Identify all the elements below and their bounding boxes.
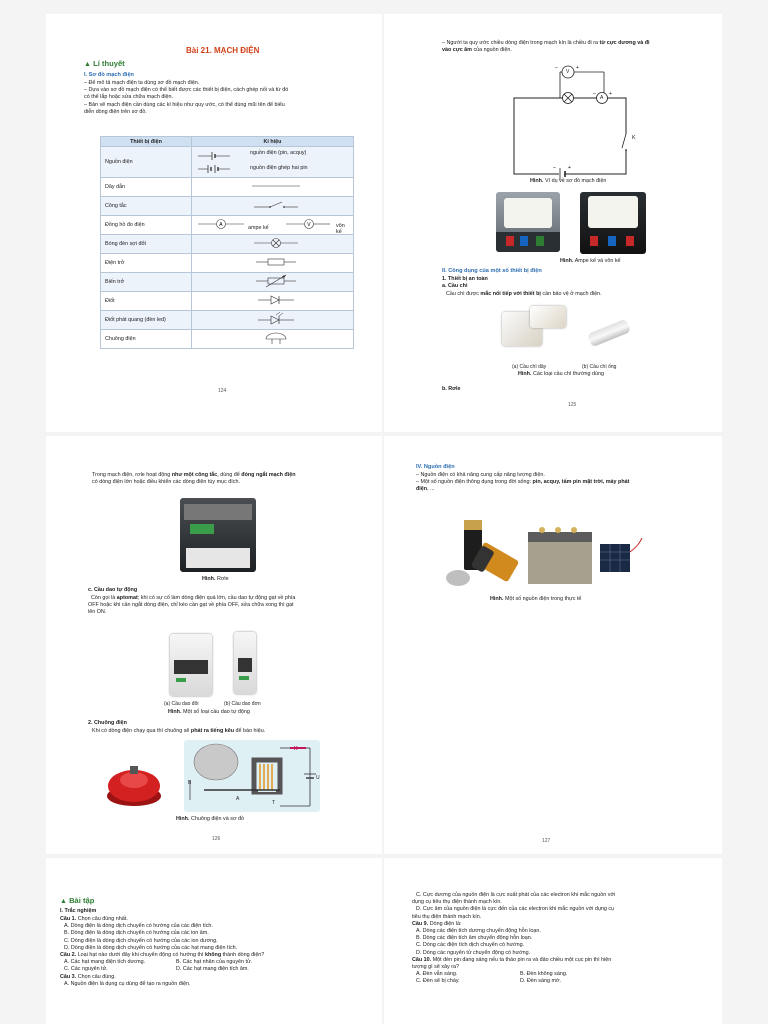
breaker-lever-icon xyxy=(238,658,252,672)
answer-option: C. Dòng điện là dòng dịch chuyển có hướng của các ion dương. xyxy=(64,937,218,944)
theory-heading xyxy=(84,59,125,68)
svg-text:V: V xyxy=(307,222,311,228)
symbol-table xyxy=(100,136,354,349)
ammeter-label: A xyxy=(600,95,604,101)
fuse-b-label: (b) Cầu chì ống xyxy=(582,364,617,370)
tube-fuse-photo xyxy=(587,319,631,348)
answer-option: C. Các nguyên tử. xyxy=(64,966,108,973)
text-line: OFF hoặc khi cần ngắt dòng điện, chỉ kéo cần gạt về phía OFF, sửa chữa xong thì gạt xyxy=(88,602,294,609)
meter-dial xyxy=(588,196,638,228)
subheading: 2. Chuông điện xyxy=(88,720,127,726)
table-cell-symbol xyxy=(192,330,354,349)
caption-text: Rơle xyxy=(216,576,229,582)
text-span: Còn gọi là xyxy=(91,595,116,601)
answer-option: D. Dòng các nguyên tử chuyển động có hướng. xyxy=(416,949,531,956)
bold-span: đóng ngắt mạch điện xyxy=(241,472,296,478)
breaker-label-icon xyxy=(176,678,186,682)
page-129 xyxy=(384,858,722,1024)
bold-span: vào cực âm xyxy=(442,47,472,54)
symbol-label: nguồn điện ghép hai pin xyxy=(250,165,308,171)
meter-dial xyxy=(504,198,552,228)
symbol-label: nguồn điện (pin, acquy) xyxy=(250,150,307,156)
bold-span: từ cực dương và đi xyxy=(599,40,650,46)
caption-text: Một số loại cầu dao tự động xyxy=(182,709,250,715)
section-1-heading: I. Sơ đồ mạch điện xyxy=(84,72,134,78)
table-header-symbol: Kí hiệu xyxy=(192,137,354,147)
table-cell-symbol xyxy=(192,311,354,330)
exercises-heading-text: Bài tập xyxy=(69,896,95,905)
figure-caption xyxy=(168,709,250,716)
exercises-heading xyxy=(60,896,94,905)
question-number: Câu 2. xyxy=(60,952,77,959)
figure-caption xyxy=(560,258,621,265)
power-sources-photo xyxy=(444,512,644,592)
bell-contact-label: T xyxy=(272,800,276,806)
part-heading: I. Trắc nghiệm xyxy=(60,908,97,914)
breaker-text xyxy=(88,595,378,617)
svg-text:+: + xyxy=(568,165,571,171)
table-cell-device: Bóng đèn sợi đốt xyxy=(101,235,192,254)
switch-label: K xyxy=(632,135,636,141)
table-cell-device: Nguồn điện xyxy=(101,147,192,178)
page-126 xyxy=(46,436,382,854)
text-span: Trong mạch điện, rơle hoạt động xyxy=(92,472,171,478)
svg-text:+: + xyxy=(609,91,612,97)
question-number: Câu 1. xyxy=(60,916,77,922)
section-1-text xyxy=(84,80,374,116)
table-cell-device: Điốt xyxy=(101,292,192,311)
relay-text xyxy=(92,472,372,486)
answer-option: C. Dòng các điện tích dịch chuyển có hướng. xyxy=(416,942,525,949)
answer-option: dụng cụ tiêu thụ điện thành mạch kín. xyxy=(412,899,502,906)
figure-caption xyxy=(176,816,244,823)
text-span: Cầu chì được xyxy=(446,291,479,297)
text-span: – Người ta quy ước chiều dòng điện trong mạch kín là chiều đi ra xyxy=(442,40,599,46)
fuse-a-label: (a) Cầu chì dây xyxy=(512,364,547,370)
text-line: – Bản vẽ mạch điện cần dùng các kí hiệu như quy ước, có thể dùng mũi tên để biểu xyxy=(84,101,285,108)
svg-text:A: A xyxy=(219,222,223,228)
relay-top xyxy=(184,504,252,520)
text-span: Khi có dòng điện chạy qua thì chuông sẽ xyxy=(92,728,190,734)
caption-text: Ampe kế và vôn kế xyxy=(574,258,621,264)
caption-label: Hình. xyxy=(560,258,574,264)
subheading: c. Cầu dao tự động xyxy=(88,587,138,593)
lesson-title: Bài 21. MẠCH ĐIỆN xyxy=(186,46,260,55)
answer-option: B. Dòng các điện tích âm chuyển động hỗn loạn. xyxy=(416,935,533,942)
single-breaker-photo xyxy=(234,632,256,694)
caption-label: Hình. xyxy=(490,596,504,602)
svg-text:–: – xyxy=(593,91,596,97)
caption-text: Ví dụ về sơ đồ mạch điện xyxy=(544,178,607,184)
answer-option: D. Cực âm của nguồn điện là cực đến của các electron khi mắc nguồn với dụng cụ xyxy=(416,906,615,913)
answer-option: A. Dòng điện là dòng dịch chuyển có hướng của các điện tích. xyxy=(64,923,213,930)
breaker-b-label: (b) Cầu dao đơn xyxy=(224,701,261,707)
breaker-a-label: (a) Cầu dao đôi xyxy=(164,701,199,707)
page-number: 124 xyxy=(218,388,227,394)
text-span: , ... xyxy=(427,486,435,493)
page-124 xyxy=(46,14,382,432)
power-source-heading: IV. Nguồn điện xyxy=(416,464,455,470)
answer-option: C. Đèn sẽ bị cháy. xyxy=(416,978,460,985)
question-number: Câu 10. xyxy=(412,956,432,963)
bell-bowl-label: B xyxy=(188,780,192,786)
question-text: thành dòng điện? xyxy=(222,952,265,959)
relay-photo xyxy=(180,498,256,572)
figure-caption xyxy=(202,576,229,583)
text-line: có dòng điện lớn hoặc điều khiển các dòng điện tùy mục đích. xyxy=(92,479,240,486)
relay-label-icon xyxy=(190,524,214,534)
table-cell-symbol xyxy=(192,178,354,197)
bell-photo xyxy=(104,756,164,814)
figure-caption xyxy=(490,596,581,603)
wire-symbol-icon xyxy=(196,182,346,190)
text-span: , dùng để xyxy=(217,472,240,478)
svg-text:–: – xyxy=(555,65,558,71)
bold-span: pin, acquy, tấm pin mặt trời, máy phát xyxy=(532,479,630,486)
bell-armature-label: A xyxy=(236,796,240,802)
switch-symbol-icon xyxy=(196,199,346,211)
page-number: 127 xyxy=(542,838,551,844)
resistor-symbol-icon xyxy=(196,257,346,267)
caption-text: Chuông điện và sơ đồ xyxy=(190,816,244,822)
answer-option: B. Các hạt nhân của nguyên tử. xyxy=(176,959,253,966)
answer-option: tiêu thụ điện thành mạch kín. xyxy=(412,913,482,920)
answer-option: A. Đèn vẫn sáng. xyxy=(416,971,458,978)
double-breaker-photo xyxy=(170,634,212,696)
bell-source-label: U xyxy=(316,775,320,781)
page-number: 125 xyxy=(568,402,577,408)
svg-text:+: + xyxy=(576,65,579,71)
ammeter-photo xyxy=(496,192,560,252)
current-direction-text xyxy=(442,40,712,54)
bold-span: điện xyxy=(416,486,428,493)
table-header-device: Thiết bị điện xyxy=(101,137,192,147)
question-number: Câu 3. xyxy=(60,973,77,980)
answer-option: B. Đèn không sáng. xyxy=(520,971,568,978)
text-line: có thể lắp hoặc sửa chữa mạch điện. xyxy=(84,94,174,101)
terminal-icon xyxy=(626,236,634,246)
text-line: – Để mô tả mạch điện ta dùng sơ đồ mạch điện. xyxy=(84,80,200,86)
bell-switch-label: K xyxy=(294,746,298,752)
wire-fuse-photo xyxy=(530,306,566,328)
table-cell-symbol xyxy=(192,273,354,292)
text-span: của nguồn điện. xyxy=(473,47,512,54)
section-2-heading: II. Công dụng của một số thiết bị điện xyxy=(442,268,542,274)
answer-option: A. Nguồn điện là dụng cụ dùng để tạo ra nguồn điện. xyxy=(64,980,191,987)
text-span: ; khi có sự cố làm dòng điện quá lớn, cầu dao tự động gạt về phía xyxy=(137,595,296,601)
triangle-icon: ▲ xyxy=(84,61,91,68)
terminal-icon xyxy=(520,236,528,246)
caption-label: Hình. xyxy=(202,576,216,582)
breaker-label-icon xyxy=(239,676,249,680)
triangle-icon: ▲ xyxy=(60,898,67,905)
text-span: – Một số nguồn điện thông dụng trong đời sống: xyxy=(416,479,532,486)
terminal-icon xyxy=(608,236,616,246)
symbol-label: vôn kế xyxy=(336,223,345,235)
circuit-diagram xyxy=(510,58,646,182)
subheading: b. Rơle xyxy=(442,386,461,392)
questions xyxy=(412,892,718,986)
answer-option: A. Các hạt mang điện tích dương. xyxy=(64,959,146,966)
table-cell-symbol xyxy=(192,216,354,235)
bell-diagram xyxy=(184,740,320,812)
question-text: Chọn câu đúng nhất. xyxy=(77,916,128,922)
table-cell-symbol xyxy=(192,254,354,273)
table-cell-symbol xyxy=(192,292,354,311)
bold-span: phát ra tiếng kêu xyxy=(190,728,235,734)
bold-span: như một công tắc xyxy=(171,472,218,478)
question-text: Dòng điện là: xyxy=(429,920,462,927)
bold-span: không xyxy=(204,952,222,959)
led-symbol-icon xyxy=(196,312,346,326)
question-number: Câu 9. xyxy=(412,920,429,927)
terminal-icon xyxy=(536,236,544,246)
symbol-label: ampe kế xyxy=(248,225,269,231)
fuse-text xyxy=(446,291,602,298)
subheading: a. Cầu chì xyxy=(442,283,468,289)
table-cell-symbol xyxy=(192,197,354,216)
bell-text xyxy=(92,728,265,735)
lamp-symbol-icon xyxy=(196,237,346,249)
caption-label: Hình. xyxy=(176,816,190,822)
caption-text: Một số nguồn điện trong thực tế xyxy=(504,596,582,602)
battery-symbol-icon xyxy=(198,150,238,174)
diode-symbol-icon xyxy=(196,294,346,306)
bold-span: mắc nối tiếp với thiết bị xyxy=(480,291,541,297)
bell-symbol-icon xyxy=(196,331,346,345)
text-span: cần bảo vệ ở mạch điện. xyxy=(542,291,602,297)
theory-heading-text: Lí thuyết xyxy=(93,59,125,68)
caption-label: Hình. xyxy=(518,371,532,377)
table-cell-device: Đồng hồ đo điện xyxy=(101,216,192,235)
table-cell-symbol xyxy=(192,147,354,178)
svg-text:–: – xyxy=(553,165,556,171)
text-line: lên ON. xyxy=(88,609,107,616)
table-cell-device: Công tắc xyxy=(101,197,192,216)
table-cell-device: Điện trở xyxy=(101,254,192,273)
caption-text: Các loại cầu chì thường dùng xyxy=(532,371,604,377)
subheading: 1. Thiết bị an toàn xyxy=(442,276,488,282)
voltmeter-label: V xyxy=(566,69,570,75)
answer-option: D. Đèn sáng mờ. xyxy=(520,978,561,985)
answer-option: A. Dòng các điện tích dương chuyển động hỗn loạn. xyxy=(416,928,541,935)
breaker-lever-icon xyxy=(174,660,208,674)
page-127 xyxy=(384,436,722,854)
figure-caption xyxy=(518,371,604,378)
relay-body xyxy=(186,548,250,568)
question-text: Loại hạt nào dưới đây khi chuyển động có hướng thì xyxy=(77,952,204,959)
table-cell-device: Biến trở xyxy=(101,273,192,292)
text-span: để báo hiệu. xyxy=(235,728,266,734)
text-line: diễn dòng điện trên sơ đồ. xyxy=(84,108,147,115)
question-text: Một đèn pin đang sáng nếu ta tháo pin ra và đảo chiều một cục pin thì hiện xyxy=(432,956,612,963)
figure-caption xyxy=(530,178,606,185)
text-line: – Dựa vào sơ đồ mạch điện có thể biết được các thiết bị điện, cách ghép nối và từ đó xyxy=(84,87,289,94)
page-128 xyxy=(46,858,382,1024)
table-cell-device: Chuông điện xyxy=(101,330,192,349)
questions xyxy=(60,916,380,988)
bold-span: aptomat xyxy=(116,595,138,601)
caption-label: Hình. xyxy=(530,178,544,184)
voltmeter-photo xyxy=(580,192,646,254)
power-source-text xyxy=(416,472,706,494)
bell-circuit-icon xyxy=(184,740,320,812)
rheostat-symbol-icon xyxy=(196,274,346,288)
page-number: 126 xyxy=(212,836,221,842)
answer-option: B. Dòng điện là dòng dịch chuyển có hướng của các ion âm. xyxy=(64,930,209,937)
question-text: tượng gì sẽ xảy ra? xyxy=(412,964,459,971)
table-cell-device: Dây dẫn xyxy=(101,178,192,197)
table-cell-symbol xyxy=(192,235,354,254)
answer-option: D. Dòng điện là dòng dịch chuyển có hướng của các hạt mang điện tích. xyxy=(64,944,238,951)
answer-option: C. Cực dương của nguồn điện là cực xuất phát của các electron khi mắc nguồn với xyxy=(416,892,616,898)
answer-option: D. Các hạt mang điện tích âm. xyxy=(176,966,249,973)
table-cell-device: Điốt phát quang (đèn led) xyxy=(101,311,192,330)
text-line: – Nguồn điện có khả năng cung cấp năng lượng điện. xyxy=(416,472,545,478)
page-125 xyxy=(384,14,722,432)
terminal-icon xyxy=(590,236,598,246)
caption-label: Hình. xyxy=(168,709,182,715)
terminal-icon xyxy=(506,236,514,246)
question-text: Chọn câu đúng. xyxy=(77,973,116,980)
